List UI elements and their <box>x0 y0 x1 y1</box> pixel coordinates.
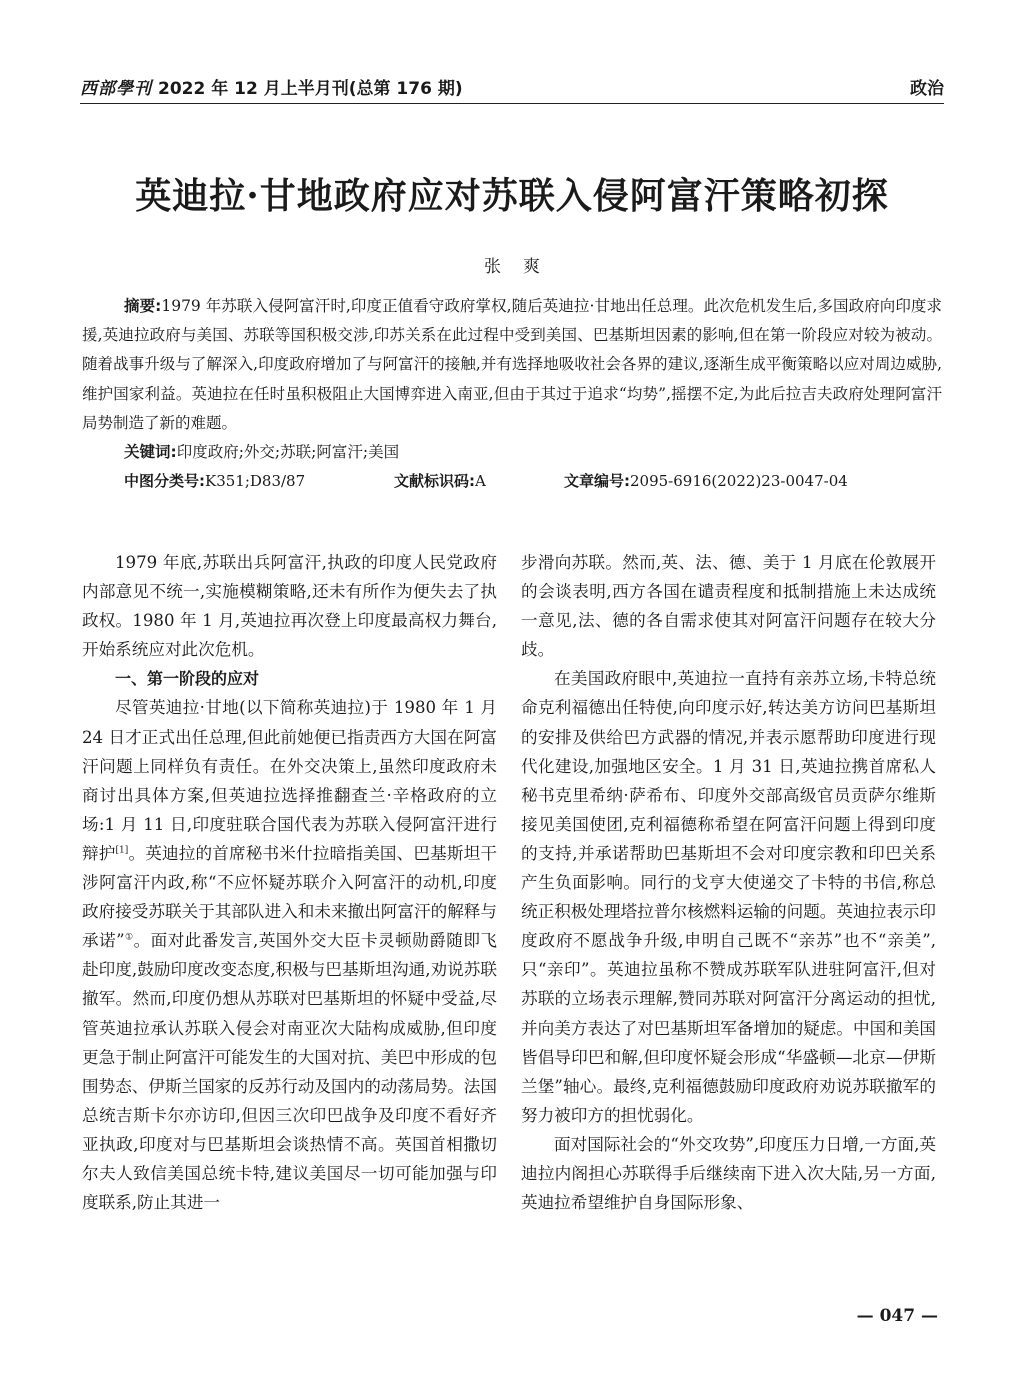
keywords-label: 关键词: <box>124 443 177 462</box>
author-name: 张爽 <box>484 257 562 277</box>
footnote-marker[interactable]: ① <box>124 932 134 943</box>
paragraph: 尽管英迪拉·甘地(以下简称英迪拉)于 1980 年 1 月 24 日才正式出任总理,但此前她便已指责西方大国在阿富汗问题上同样负有责任。在外交决策上,虽然印度政府未商讨出具体方案,但英迪拉选择推翻查兰·辛格政府的立场:1 月 11 日,印度驻联合国代表为苏联入侵阿富汗进行辩护[1]。英迪拉的首席秘书米什拉暗指美国、巴基斯坦干涉阿富汗内政,称“不应怀疑苏联介入阿富汗的动机,印度政府接受苏联关于其部队进入和未来撤出阿富汗的解释与承诺”①。面对此番发言,英国外交大臣卡灵顿勋爵随即飞赴印度,鼓励印度改变态度,积极与巴基斯坦沟通,劝说苏联撤军。然而,印度仍想从苏联对巴基斯坦的怀疑中受益,尽管英迪拉承认苏联入侵会对南亚次大陆构成威胁,但印度更急于制止阿富汗可能发生的大国对抗、美巴中形成的包围势态、伊斯兰国家的反苏行动及国内的动荡局势。法国总统吉斯卡尔亦访印,但因三次印巴战争及印度不看好齐亚执政,印度对与巴基斯坦会谈热情不高。英国首相撒切尔夫人致信美国总统卡特,建议美国尽一切可能加强与印度联系,防止其进一 <box>82 698 498 1213</box>
keywords-text: 印度政府;外交;苏联;阿富汗;美国 <box>176 443 400 462</box>
journal-issue-line <box>80 74 463 99</box>
article-number-label: 文章编号: <box>564 472 630 491</box>
doc-code-label: 文献标识码: <box>394 472 475 491</box>
doc-code-value: A <box>475 472 486 491</box>
issue-info: 2022 年 12 月上半月刊(总第 176 期) <box>158 79 463 99</box>
abstract-label: 摘要: <box>124 297 162 315</box>
paragraph: 1979 年底,苏联出兵阿富汗,执政的印度人民党政府内部意见不统一,实施模糊策略,还未有所作为便失去了执政权。1980 年 1 月,英迪拉再次登上印度最高权力舞台,开始系统应对此次危机。 <box>82 553 497 660</box>
running-head <box>80 70 944 104</box>
clc-label: 中图分类号: <box>124 472 205 491</box>
paragraph: 在美国政府眼中,英迪拉一直持有亲苏立场,卡特总统命克利福德出任特使,向印度示好,转达美方访问巴基斯坦的安排及供给巴方武器的情况,并表示愿帮助印度进行现代化建设,加强地区安全。1 月 31 日,英迪拉携首席私人秘书克里希纳·萨希布、印度外交部高级官员贡萨尔维斯接见美国使团,克利福德称希望在阿富汗问题上得到印度的支持,并承诺帮助巴基斯坦不会对印度宗教和印巴关系产生负面影响。同行的戈亨大使递交了卡特的书信,称总统正积极处理塔拉普尔核燃料运输的问题。英迪拉表示印度政府不愿战争升级,申明自己既不“亲苏”也不“亲美”,只“亲印”。英迪拉虽称不赞成苏联军队进驻阿富汗,但对苏联的立场表示理解,赞同苏联对阿富汗分离运动的担忧,并向美方表达了对巴基斯坦军备增加的疑虑。中国和美国皆倡导印巴和解,但印度怀疑会形成“华盛顿—北京—伊斯兰堡”轴心。最终,克利福德鼓励印度政府劝说苏联撤军的努力被印方的担忧弱化。 <box>521 669 936 1125</box>
front-matter <box>82 292 942 496</box>
paragraph: 面对国际社会的“外交攻势”,印度压力日增,一方面,英迪拉内阁担心苏联得手后继续南下进入次大陆,另一方面,英迪拉希望维护自身国际形象、 <box>521 1134 936 1213</box>
section-heading: 一、第一阶段的应对 <box>115 669 260 689</box>
body-column-right <box>521 548 936 1217</box>
page-number: — 047 — <box>856 1306 938 1326</box>
section-label: 政治 <box>910 79 944 99</box>
article-number-value: 2095-6916(2022)23-0047-04 <box>630 472 848 491</box>
keywords <box>82 438 942 467</box>
paragraph: 步滑向苏联。然而,英、法、德、美于 1 月底在伦敦展开的会谈表明,西方各国在谴责程度和抵制措施上未达成统一意见,法、德的各自需求使其对阿富汗问题存在较大分歧。 <box>521 553 936 660</box>
article-title: 英迪拉·甘地政府应对苏联入侵阿富汗策略初探 <box>135 175 889 217</box>
abstract-text: 1979 年苏联入侵阿富汗时,印度正值看守政府掌权,随后英迪拉·甘地出任总理。此次危机发生后,多国政府向印度求援,英迪拉政府与美国、苏联等国积极交涉,印苏关系在此过程中受到美国、巴基斯坦因素的影响,但在第一阶段应对较为被动。随着战事升级与了解深入,印度政府增加了与阿富汗的接触,并有选择地吸收社会各界的建议,逐渐生成平衡策略以应对周边威胁,维护国家利益。英迪拉在任时虽积极阻止大国博弈进入南亚,但由于其过于追求“均势”,摇摆不定,为此后拉吉夫政府处理阿富汗局势制造了新的难题。 <box>82 297 942 432</box>
abstract <box>82 292 942 438</box>
classification-row <box>82 467 942 496</box>
body-column-left <box>82 548 497 1217</box>
reference-marker[interactable]: [1] <box>115 845 129 856</box>
journal-logo: 西部學刊 <box>80 79 152 99</box>
clc-value: K351;D83/87 <box>205 472 306 491</box>
